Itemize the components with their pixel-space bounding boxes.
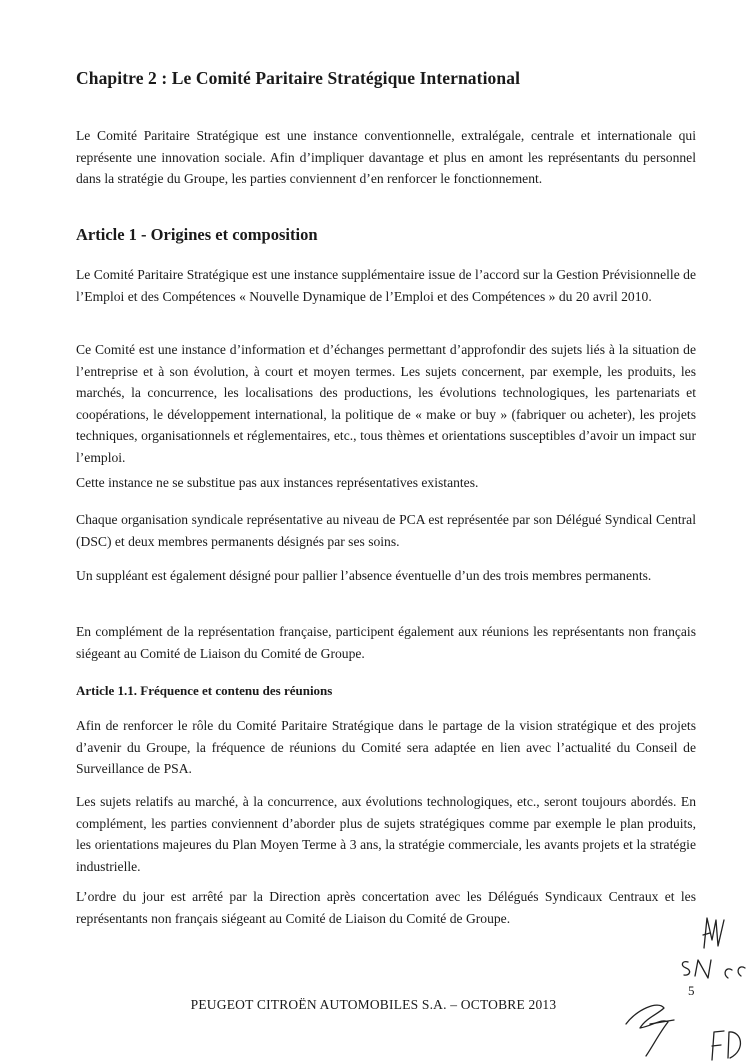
article-1-paragraph-2: Ce Comité est une instance d’information et d’échanges permettant d’approfondir des sujets liés à la situation de l’entreprise et à son évolution, à court et moyen termes. Les sujets concernent, par exemple, les produits, les marchés, la concurrence, les localisations des productions, les évolutions technologiques, les partenariats et coopérations, le développement international, la politique de « make or buy » (fabriquer ou acheter), les projets techniques, organisationnels et réglementaires, etc., tous thèmes et orientations susceptibles d’avoir un impact sur l’emploi. (76, 342, 696, 465)
article-1-title: Article 1 - Origines et composition (76, 225, 318, 244)
page-footer: PEUGEOT CITROËN AUTOMOBILES S.A. – OCTOBRE 2013 (190, 997, 557, 1012)
article-1-1-paragraph-2: Les sujets relatifs au marché, à la concurrence, aux évolutions technologiques, etc., seront toujours abordés. En complément, les parties conviennent d’aborder plus de sujets stratégiques comme par exemple le plan produits, les orientations majeures du Plan Moyen Terme à 3 ans, la stratégie commerciale, les avants projets et la stratégie industrielle. (76, 794, 696, 874)
chapter-title: Chapitre 2 : Le Comité Paritaire Stratégique International (76, 68, 521, 88)
article-1-paragraph-3: Cette instance ne se substitue pas aux instances représentatives existantes. (76, 475, 479, 490)
article-1-1-paragraph-3: L’ordre du jour est arrêté par la Direction après concertation avec les Délégués Syndicaux Centraux et les représentants non français siégeant au Comité de Liaison du Comité de Groupe. (76, 889, 696, 926)
article-1-1-title: Article 1.1. Fréquence et contenu des réunions (76, 683, 333, 698)
page-number: 5 (688, 983, 695, 998)
article-1-paragraph-4: Chaque organisation syndicale représentative au niveau de PCA est représentée par son Délégué Syndical Central (DSC) et deux membres permanents désignés par ses soins. (76, 512, 696, 549)
article-1-paragraph-6: En complément de la représentation française, participent également aux réunions les représentants non français siégeant au Comité de Liaison du Comité de Groupe. (76, 624, 696, 661)
article-1-paragraph-1: Le Comité Paritaire Stratégique est une instance supplémentaire issue de l’accord sur la Gestion Prévisionnelle de l’Emploi et des Compétences « Nouvelle Dynamique de l’Emploi et des Compétences » du 20 avril 2010. (76, 267, 696, 304)
handwritten-initials (600, 900, 747, 1063)
article-1-1-paragraph-1: Afin de renforcer le rôle du Comité Paritaire Stratégique dans le partage de la vision stratégique et des projets d’avenir du Groupe, la fréquence de réunions du Comité sera adaptée en lien avec l’actualité du Conseil de Surveillance de PSA. (76, 718, 696, 777)
article-1-paragraph-5: Un suppléant est également désigné pour pallier l’absence éventuelle d’un des trois membres permanents. (76, 568, 652, 583)
intro-paragraph: Le Comité Paritaire Stratégique est une instance conventionnelle, extralégale, centrale et internationale qui représente une innovation sociale. Afin d’impliquer davantage et plus en amont les représentants du personnel dans la stratégie du Groupe, les parties conviennent d’en renforcer le fonctionnement. (76, 128, 696, 187)
